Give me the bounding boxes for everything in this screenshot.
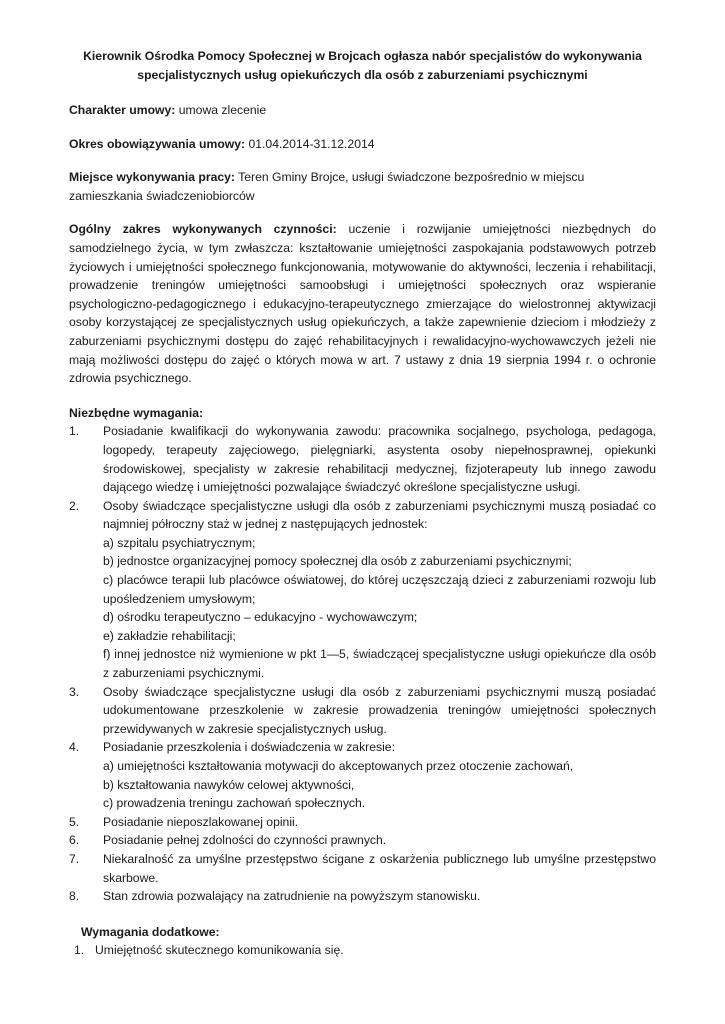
requirement-number: 7.: [69, 851, 80, 866]
requirement-number: 6.: [69, 833, 80, 848]
extra-requirement-text: Umiejętność skutecznego komunikowania się.: [95, 943, 344, 958]
requirement-number: 8.: [69, 889, 80, 904]
requirement-subitem: b) jednostce organizacyjnej pomocy społecznej dla osób z zaburzeniami psychicznymi;: [103, 554, 572, 569]
requirement-item: [69, 831, 656, 850]
requirement-number: 5.: [69, 814, 80, 829]
scope-value: uczenie i rozwijanie umiejętności niezbędnych do samodzielnego życia, w tym zwłaszcza: kształtowanie umiejętności zaspokajania podstawowych potrzeb życiowych i umiejętności społecznego funkcjonowania, motywowanie do aktywności, leczenia i rehabilitacji, prowadzenie treningów umiejętności samoobsługi i umiejętności społecznych oraz wspieranie psychologiczno-pedagogicznego i edukacyjno-terapeutycznego zmierzające do wielostronnej aktywizacji osoby korzystającej ze specjalistycznych usług opiekuńczych, a także zapewnienie dzieciom i młodzieży z zaburzeniami psychicznymi dostępu do zajęć rehabilitacyjnych i rewalidacyjno-wychowawczych jeżeli nie mają możliwości dostępu do zajęć o których mowa w art. 7 ustawy z dnia 19 sierpnia 1994 r. o ochronie zdrowia psychicznego.: [69, 222, 656, 386]
contract-type-value: umowa zlecenie: [178, 103, 267, 117]
contract-period: [69, 135, 656, 154]
document-title: [69, 47, 656, 85]
requirement-subitem: d) ośrodku terapeutyczno – edukacyjno - wychowawczym;: [103, 610, 418, 625]
requirement-text: Stan zdrowia pozwalający na zatrudnienie na powyższym stanowisku.: [103, 889, 481, 904]
requirement-text: Posiadanie pełnej zdolności do czynności prawnych.: [103, 833, 387, 848]
requirement-subitem: c) placówce terapii lub placówce oświatowej, do której uczęszczają dzieci z zaburzeniami rozwoju lub upośledzeniem umysłowym;: [103, 573, 656, 606]
scope-label: Ogólny zakres wykonywanych czynności:: [69, 222, 337, 237]
requirements-heading: Niezbędne wymagania:: [69, 405, 204, 420]
extra-requirement-number: 1.: [74, 943, 85, 958]
contract-type-label: Charakter umowy:: [69, 103, 176, 117]
requirement-number: 1.: [69, 424, 80, 439]
title-line-2: specjalistycznych usług opiekuńczych dla osób z zaburzeniami psychicznymi: [137, 68, 588, 82]
requirement-text: Niekaralność za umyślne przestępstwo ścigane z oskarżenia publicznego lub umyślne przestępstwo skarbowe.: [103, 851, 656, 885]
requirement-subitem: b) kształtowania nawyków celowej aktywności,: [103, 777, 355, 792]
extra-requirements-heading: Wymagania dodatkowe:: [81, 924, 220, 939]
requirement-number: 4.: [69, 740, 80, 755]
contract-type: [69, 101, 656, 120]
requirement-subitem: e) zakładzie rehabilitacji;: [103, 628, 236, 643]
requirement-text: Osoby świadczące specjalistyczne usługi dla osób z zaburzeniami psychicznymi muszą posiadać udokumentowane przeszkolenie w zakresie prowadzenia treningów umiejętności społecznych przewidywanych w zakresie specjalistycznych usług.: [103, 684, 656, 736]
work-place: [69, 168, 656, 205]
requirement-item: [69, 497, 656, 683]
requirement-text: Posiadanie przeszkolenia i doświadczenia w zakresie:: [103, 740, 395, 755]
requirement-text: Posiadanie nieposzlakowanej opinii.: [103, 814, 299, 829]
work-place-label: Miejsce wykonywania pracy:: [69, 170, 235, 185]
extra-requirements-list: [69, 941, 656, 960]
requirement-text: Posiadanie kwalifikacji do wykonywania zawodu: pracownika socjalnego, psychologa, pedagoga, logopedy, terapeuty zajęciowego, pielęgniarki, asystenta osoby niepełnosprawnej, opiekunki środowiskowej, specjalisty w zakresie rehabilitacji medycznej, fizjoterapeuty lub innego zawodu dającego wiedzę i umiejętności pozwalające świadczyć określone specjalistyczne usługi.: [103, 424, 656, 495]
requirement-subitem: f) innej jednostce niż wymienione w pkt 1—5, świadczącej specjalistyczne usługi opiekuńcze dla osób z zaburzeniami psychicznymi.: [103, 647, 656, 681]
requirement-subitem: c) prowadzenia treningu zachowań społecznych.: [103, 796, 366, 811]
requirement-item: [69, 683, 656, 739]
requirement-subitem: a) umiejętności kształtowania motywacji do akceptowanych przez otoczenie zachowań,: [103, 759, 574, 773]
title-line-1: Kierownik Ośrodka Pomocy Społecznej w Brojcach ogłasza nabór specjalistów do wykonywania: [83, 49, 642, 63]
requirement-number: 2.: [69, 498, 80, 513]
work-place-value: Teren Gminy Brojce, usługi świadczone bezpośrednio w miejscu zamieszkania świadczeniobiorców: [69, 170, 585, 203]
requirement-item: [69, 813, 656, 832]
requirement-item: [69, 850, 656, 887]
scope-of-duties: [69, 220, 656, 387]
requirement-item: [69, 422, 656, 496]
requirement-item: [69, 738, 656, 812]
requirement-number: 3.: [69, 684, 80, 699]
contract-period-value: 01.04.2014-31.12.2014: [248, 136, 375, 151]
extra-requirement-item: [69, 941, 656, 960]
requirements-list: [69, 422, 656, 905]
requirement-text: Osoby świadczące specjalistyczne usługi dla osób z zaburzeniami psychicznymi muszą posiadać co najmniej półroczny staż w jednej z następujących jednostek:: [103, 498, 656, 532]
requirement-item: [69, 887, 656, 906]
requirement-subitem: a) szpitalu psychiatrycznym;: [103, 535, 256, 550]
contract-period-label: Okres obowiązywania umowy:: [69, 136, 246, 151]
